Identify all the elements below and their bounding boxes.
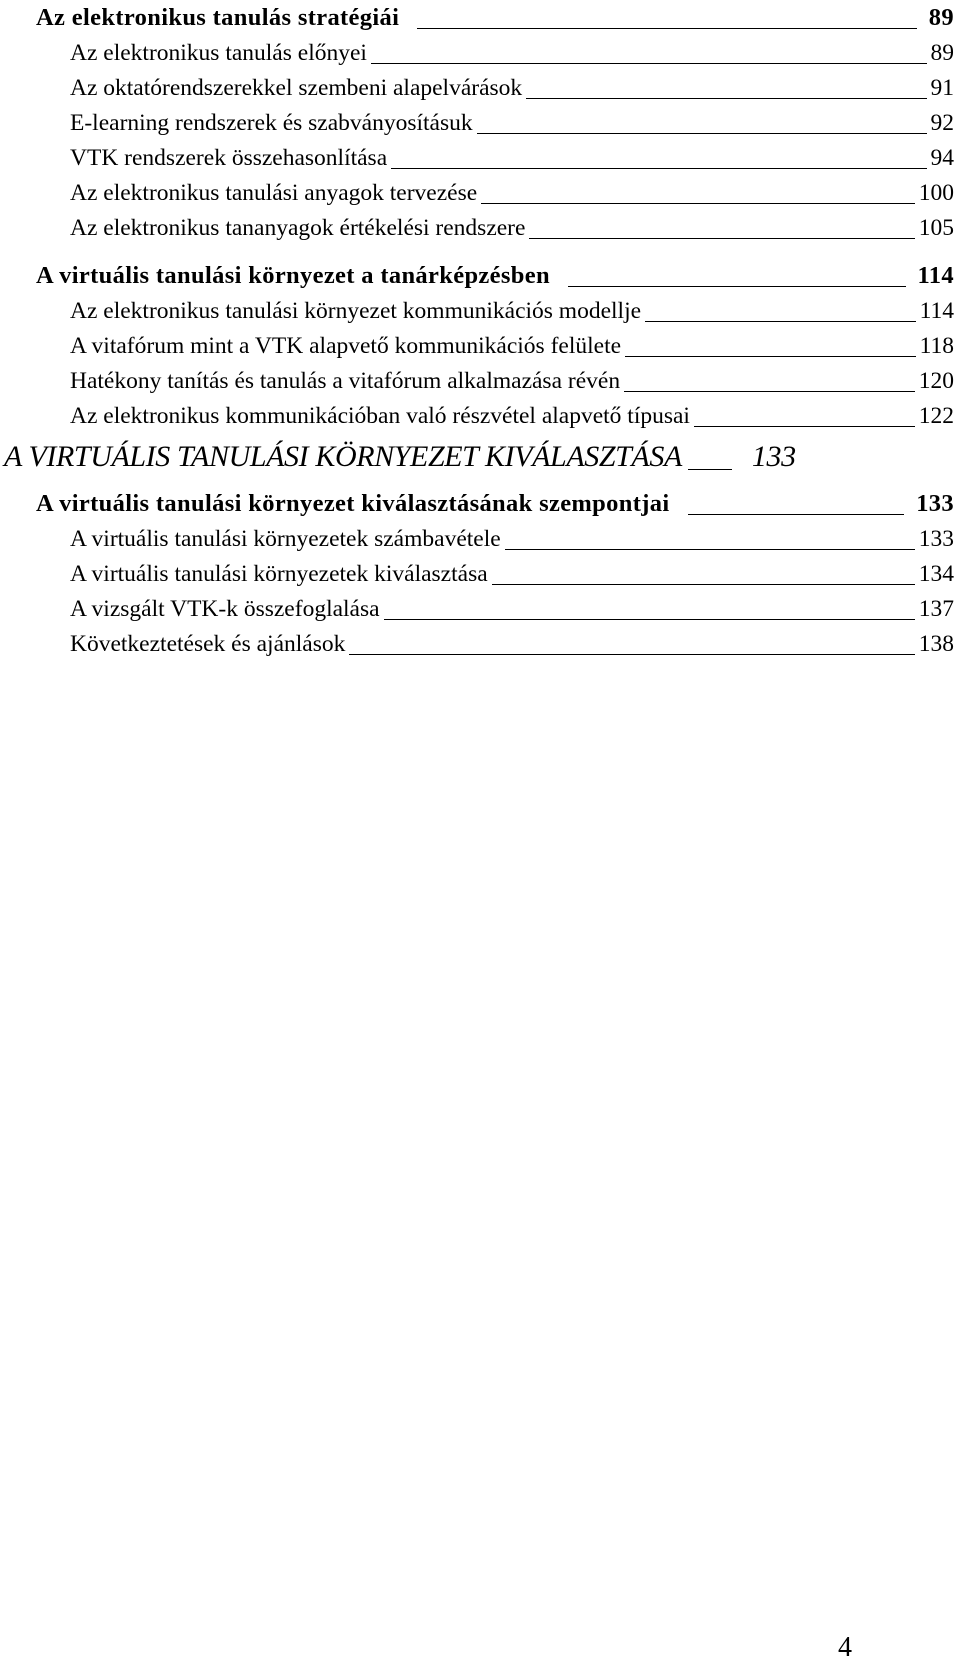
toc-page-number: 118 <box>919 333 954 359</box>
toc-page-number: 91 <box>930 75 954 101</box>
toc-page-number: 134 <box>918 561 954 587</box>
toc-entry-title: Az elektronikus tanulás előnyei <box>70 40 367 66</box>
toc-leader-line <box>391 168 926 169</box>
toc-page-number: 89 <box>930 40 954 66</box>
toc-page-number: 114 <box>917 262 954 289</box>
toc-leader-line <box>688 514 905 515</box>
toc-page-number: 114 <box>919 298 954 324</box>
toc-leader-line <box>568 286 906 287</box>
toc-entry-title: Az oktatórendszerekkel szembeni alapelvárások <box>70 75 523 101</box>
toc-section-title: A virtuális tanulási környezet kiválasztásának szempontjai <box>36 490 670 517</box>
toc-page-number: 138 <box>918 631 954 657</box>
toc-page-number: 92 <box>930 110 954 136</box>
toc-chapter-title: A VIRTUÁLIS TANULÁSI KÖRNYEZET KIVÁLASZTÁSA <box>4 440 682 473</box>
toc-leader-line <box>505 549 915 550</box>
toc-entry[interactable] <box>36 557 954 592</box>
toc-leader-line <box>624 391 915 392</box>
toc-page-number: 89 <box>928 4 954 31</box>
toc-entry-title: Az elektronikus tanulási környezet kommunikációs modellje <box>70 298 642 324</box>
toc-entry-title: A vitafórum mint a VTK alapvető kommunikációs felülete <box>70 333 622 359</box>
toc-entry[interactable] <box>36 627 954 662</box>
toc-entry[interactable] <box>36 36 954 71</box>
toc-entry[interactable] <box>36 211 954 246</box>
footer-page-number: 4 <box>838 1632 852 1663</box>
toc-leader-line <box>477 133 927 134</box>
toc-entry-title: Következtetések és ajánlások <box>70 631 346 657</box>
toc-leader-line <box>688 469 732 470</box>
toc-page-number: 133 <box>916 490 954 517</box>
toc-entry[interactable] <box>36 592 954 627</box>
toc-entry-title: Az elektronikus tananyagok értékelési rendszere <box>70 215 526 241</box>
toc-section-title: Az elektronikus tanulás stratégiái <box>36 4 400 31</box>
toc-leader-line <box>526 98 926 99</box>
toc-entry-title: Az elektronikus kommunikációban való részvétel alapvető típusai <box>70 403 690 429</box>
toc-entry-title: VTK rendszerek összehasonlítása <box>70 145 388 171</box>
toc-entry-title: A virtuális tanulási környezetek kiválasztása <box>70 561 488 587</box>
toc-leader-line <box>625 356 916 357</box>
toc-chapter-heading[interactable] <box>4 434 954 480</box>
spacer <box>36 246 954 258</box>
toc-page-number: 133 <box>918 526 954 552</box>
toc-page-number: 137 <box>918 596 954 622</box>
toc-entry[interactable] <box>36 522 954 557</box>
toc-leader-line <box>371 63 927 64</box>
toc-entry[interactable] <box>36 106 954 141</box>
toc-page-number: 120 <box>918 368 954 394</box>
toc-leader-line <box>492 584 915 585</box>
toc-leader-line <box>481 203 915 204</box>
toc-page-number: 105 <box>918 215 954 241</box>
toc-section-heading[interactable] <box>36 258 954 294</box>
toc-page-number: 122 <box>918 403 954 429</box>
toc-section-heading[interactable] <box>36 486 954 522</box>
table-of-contents <box>4 0 954 662</box>
toc-entry-title: Az elektronikus tanulási anyagok tervezése <box>70 180 478 206</box>
toc-leader-line <box>417 28 916 29</box>
toc-section-heading[interactable] <box>36 0 954 36</box>
toc-leader-line <box>349 654 914 655</box>
toc-page-number: 94 <box>930 145 954 171</box>
toc-leader-line <box>529 238 914 239</box>
toc-page-number: 133 <box>751 440 796 473</box>
toc-entry[interactable] <box>36 329 954 364</box>
toc-leader-line <box>694 426 915 427</box>
toc-section-title: A virtuális tanulási környezet a tanárképzésben <box>36 262 550 289</box>
toc-entry[interactable] <box>36 176 954 211</box>
toc-entry[interactable] <box>36 294 954 329</box>
toc-leader-line <box>645 321 916 322</box>
toc-entry-title: E-learning rendszerek és szabványosításuk <box>70 110 473 136</box>
toc-page-number: 100 <box>918 180 954 206</box>
toc-entry-title: Hatékony tanítás és tanulás a vitafórum alkalmazása révén <box>70 368 621 394</box>
toc-entry-title: A vizsgált VTK-k összefoglalása <box>70 596 380 622</box>
toc-leader-line <box>384 619 915 620</box>
toc-entry[interactable] <box>36 71 954 106</box>
toc-entry[interactable] <box>36 141 954 176</box>
toc-entry[interactable] <box>36 364 954 399</box>
toc-entry[interactable] <box>36 399 954 434</box>
toc-entry-title: A virtuális tanulási környezetek számbavétele <box>70 526 501 552</box>
